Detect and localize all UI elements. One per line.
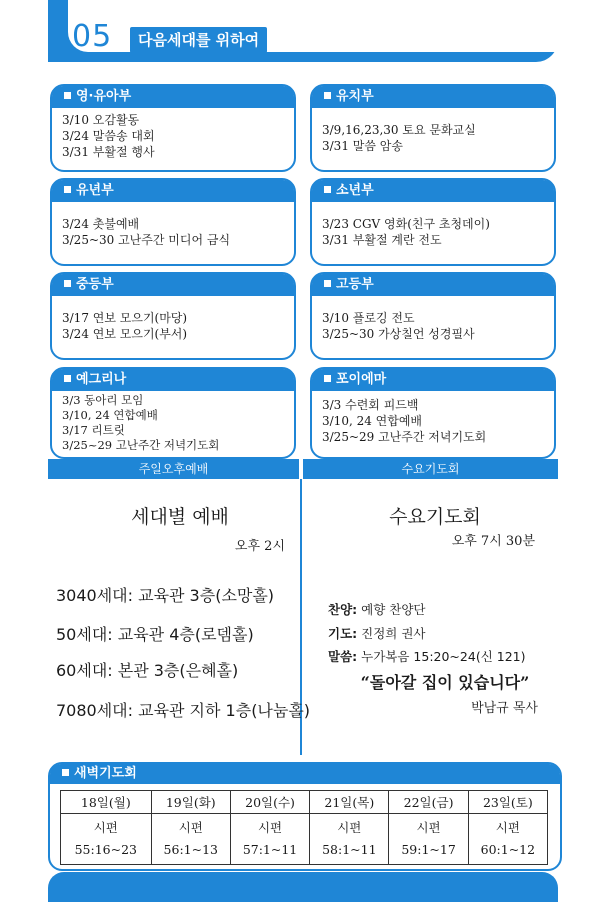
day-header: 20일(수) <box>230 791 309 814</box>
book: 시편 <box>257 820 283 835</box>
wednesday-time: 오후 7시 30분 <box>451 534 535 549</box>
section-number: 05 <box>72 19 113 54</box>
day-reading <box>310 814 389 865</box>
dept-line: 3/10, 24 연합예배 <box>322 414 423 428</box>
dept-line: 3/24 촛불예배 <box>62 217 140 231</box>
header-bar <box>48 0 558 62</box>
verse: 59:1~17 <box>401 842 456 857</box>
dept-card-high <box>310 272 556 360</box>
sermon-title: “돌아갈 집이 있습니다” <box>360 673 530 692</box>
dawn-title: 새벽기도회 <box>74 766 137 781</box>
day-reading <box>230 814 309 865</box>
dept-line: 3/17 리트릿 <box>62 423 125 437</box>
sunday-header: 주일오후예배 <box>48 459 299 479</box>
sunday-item: 3040세대: 교육관 3층(소망홀) <box>56 586 275 605</box>
day-header: 22일(금) <box>389 791 468 814</box>
bullet-icon <box>324 186 331 193</box>
dept-line: 3/3 동아리 모임 <box>62 393 144 407</box>
word-label: 말씀: <box>328 649 358 664</box>
dept-line: 3/31 부활절 계란 전도 <box>322 233 442 247</box>
preacher: 박남규 목사 <box>471 701 538 716</box>
day-header: 23일(토) <box>468 791 547 814</box>
dept-line: 3/10 오감활동 <box>62 113 140 127</box>
dept-line: 3/10 플로깅 전도 <box>322 311 415 325</box>
day-reading <box>389 814 468 865</box>
day-reading <box>151 814 230 865</box>
day-header: 21일(목) <box>310 791 389 814</box>
dept-title: 영·유아부 <box>76 89 132 104</box>
dept-card-poiema <box>310 367 556 459</box>
sunday-time: 오후 2시 <box>234 539 285 554</box>
wednesday-title: 수요기도회 <box>389 506 481 528</box>
day-header: 19일(화) <box>151 791 230 814</box>
footer-bar <box>48 872 558 902</box>
verse: 58:1~11 <box>322 842 377 857</box>
book: 시편 <box>93 820 118 835</box>
verse: 55:16~23 <box>74 842 138 857</box>
book: 시편 <box>495 820 520 835</box>
dept-line: 3/9,16,23,30 토요 문화교실 <box>322 123 476 137</box>
dept-title: 고등부 <box>336 277 374 292</box>
dept-line: 3/25~30 가상칠언 성경필사 <box>322 327 475 341</box>
dept-line: 3/24 말씀송 대회 <box>62 129 155 143</box>
dept-title: 소년부 <box>336 183 374 198</box>
bullet-icon <box>324 375 331 382</box>
wednesday-header: 수요기도회 <box>303 459 558 479</box>
dept-line: 3/23 CGV 영화(친구 초청데이) <box>322 217 490 231</box>
prayer-row <box>328 624 426 642</box>
book: 시편 <box>337 820 362 835</box>
verse: 57:1~11 <box>242 842 298 857</box>
dawn-prayer-card <box>48 762 562 871</box>
book: 시편 <box>416 820 441 835</box>
dept-title: 중등부 <box>76 277 114 292</box>
word-value: 누가복음 15:20~24(신 121) <box>361 649 526 664</box>
dept-title: 유치부 <box>336 89 374 104</box>
day-reading <box>468 814 547 865</box>
prayer-label: 기도: <box>328 626 358 641</box>
bullet-icon <box>324 280 331 287</box>
sunday-item: 7080세대: 교육관 지하 1층(나눔홀) <box>56 701 311 720</box>
prayer-value: 진정희 권사 <box>361 626 426 641</box>
verse: 60:1~12 <box>480 842 536 857</box>
dept-line: 3/25~29 고난주간 저녁기도회 <box>322 430 487 444</box>
sunday-item: 60세대: 본관 3층(은혜홀) <box>56 661 239 680</box>
dept-card-yegrina <box>50 367 296 459</box>
day-header: 18일(월) <box>61 791 152 814</box>
dept-card-kinder <box>310 84 556 172</box>
day-reading <box>61 814 152 865</box>
praise-label: 찬양: <box>328 602 358 617</box>
dept-line: 3/31 말씀 암송 <box>322 139 403 153</box>
dept-line: 3/17 연보 모으기(마당) <box>62 311 188 325</box>
dept-line: 3/25~30 고난주간 미디어 금식 <box>62 233 231 247</box>
section-title: 다음세대를 위하여 <box>130 27 267 53</box>
bullet-icon <box>62 769 69 776</box>
dept-title: 유년부 <box>76 183 114 198</box>
book: 시편 <box>178 820 203 835</box>
bullet-icon <box>64 280 71 287</box>
dept-card-infant <box>50 84 296 172</box>
dawn-schedule-table <box>60 790 548 865</box>
word-row <box>328 647 525 665</box>
dept-line: 3/10, 24 연합예배 <box>62 408 158 422</box>
praise-value: 예향 찬양단 <box>361 602 426 617</box>
bullet-icon <box>64 186 71 193</box>
dept-title: 포이에마 <box>336 372 387 387</box>
bullet-icon <box>64 92 71 99</box>
bullet-icon <box>324 92 331 99</box>
bullet-icon <box>64 375 71 382</box>
praise-row <box>328 600 426 618</box>
dept-card-elementary-low <box>50 178 296 266</box>
dept-line: 3/24 연보 모으기(부서) <box>62 327 188 341</box>
dept-card-elementary-high <box>310 178 556 266</box>
sunday-item: 50세대: 교육관 4층(로뎀홀) <box>56 625 254 644</box>
dept-line: 3/31 부활절 행사 <box>62 145 155 159</box>
dept-line: 3/3 수련회 피드백 <box>322 398 419 412</box>
dept-line: 3/25~29 고난주간 저녁기도회 <box>62 438 220 452</box>
sunday-title: 세대별 예배 <box>131 506 229 528</box>
dept-title: 예그리나 <box>76 372 127 387</box>
verse: 56:1~13 <box>163 842 218 857</box>
dept-card-middle <box>50 272 296 360</box>
